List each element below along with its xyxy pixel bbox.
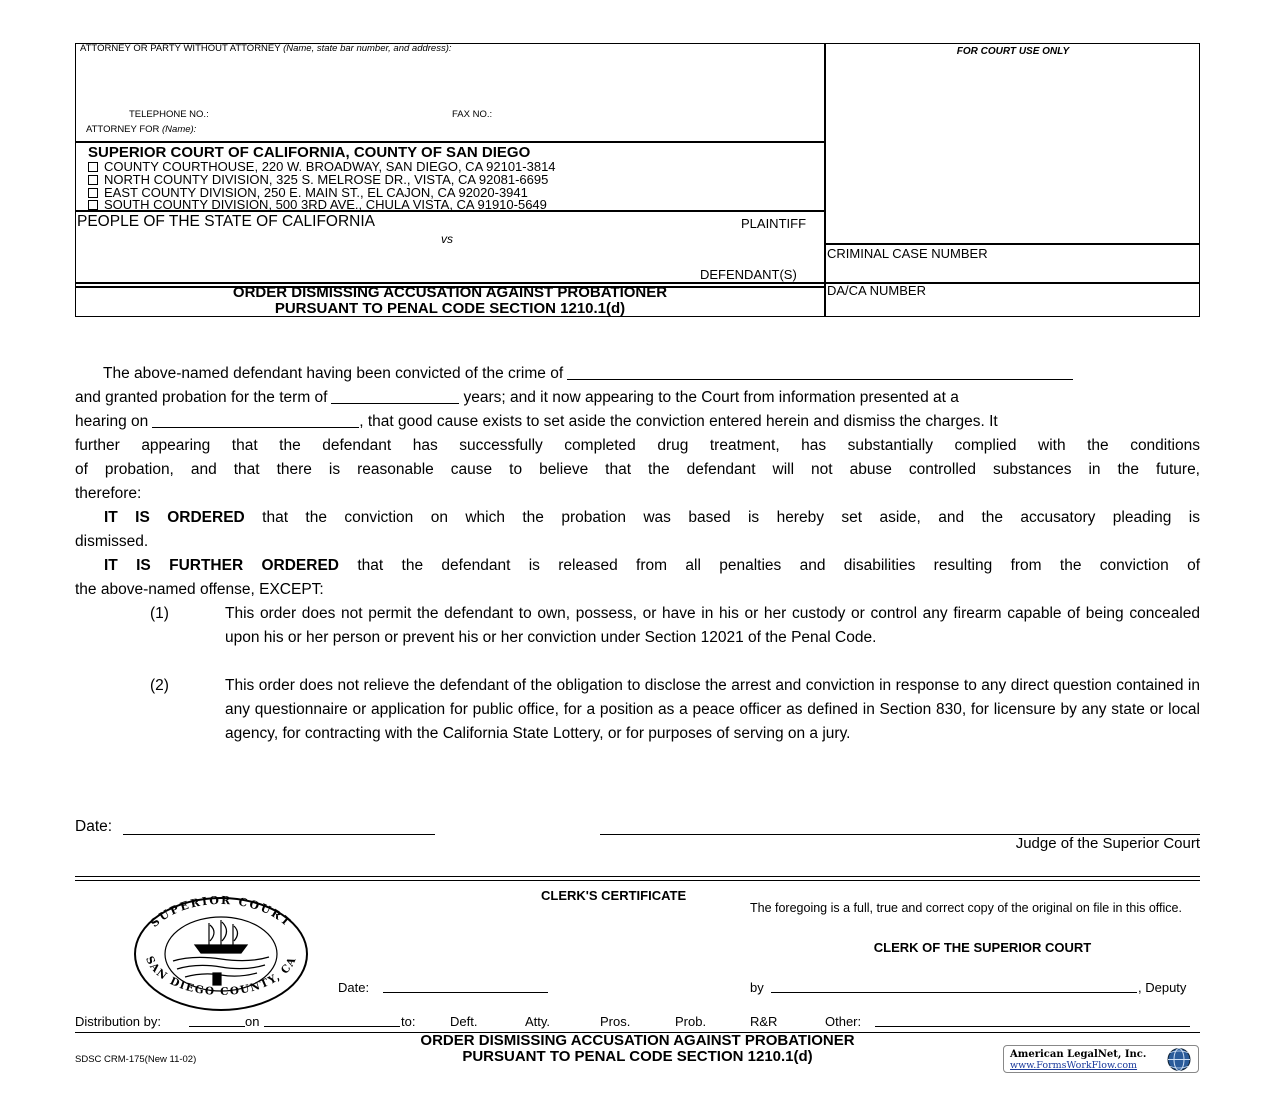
hearing-date-field[interactable]: [152, 410, 359, 428]
court-use-label: FOR COURT USE ONLY: [956, 46, 1070, 57]
versus-label: vs: [441, 232, 453, 246]
rule: [824, 243, 1200, 245]
body-line: and granted probation for the term of years; and it now appearing to the Court from information presented at a: [75, 386, 1200, 410]
dist-option-prob[interactable]: Prob.: [675, 1014, 707, 1029]
fax-label: FAX NO.:: [452, 109, 493, 120]
criminal-case-number-label: CRIMINAL CASE NUMBER: [827, 246, 988, 261]
clerk-date-label: Date:: [338, 980, 370, 995]
location-option[interactable]: COUNTY COURTHOUSE, 220 W. BROADWAY, SAN DIEGO, CA 92101-3814: [88, 160, 556, 173]
exception-item: This order does not permit the defendant to own, possess, or have in his or her custody or control any firearm capable of being concealed upon his or her person or prevent his or her conviction under Section 12021 of the Penal Code.: [225, 605, 1200, 646]
divider: [75, 876, 1200, 877]
checkbox-icon[interactable]: [88, 188, 98, 198]
telephone-label: TELEPHONE NO.:: [129, 109, 209, 120]
defendant-label: DEFENDANT(S): [700, 267, 797, 282]
publisher-name: American LegalNet, Inc.: [1010, 1049, 1147, 1060]
distribution-label: Distribution by:: [75, 1014, 161, 1029]
on-label: on: [245, 1014, 260, 1029]
dist-option-rr[interactable]: R&R: [750, 1014, 778, 1029]
clerk-certificate-title: CLERK'S CERTIFICATE: [541, 888, 687, 903]
publisher-url[interactable]: www.FormsWorkFlow.com: [1010, 1060, 1138, 1071]
publisher-badge[interactable]: [1003, 1045, 1199, 1073]
probation-term-field[interactable]: [331, 386, 459, 404]
daca-number-label: DA/CA NUMBER: [827, 283, 926, 298]
to-label: to:: [401, 1014, 416, 1029]
court-seal-icon: [133, 895, 309, 1013]
other-field[interactable]: [875, 1026, 1190, 1027]
dist-option-atty[interactable]: Atty.: [525, 1014, 551, 1029]
body-line: therefore:: [75, 485, 142, 502]
deputy-label: , Deputy: [1138, 980, 1187, 995]
order-paragraph: IT IS ORDERED that the conviction on which the probation was based is hereby set aside, and the accusatory pleading is: [104, 509, 1200, 526]
location-option[interactable]: SOUTH COUNTY DIVISION, 500 3RD AVE., CHULA VISTA, CA 91910-5649: [88, 198, 547, 211]
body-line: the above-named offense, EXCEPT:: [75, 581, 324, 598]
distribution-by-field[interactable]: [189, 1026, 245, 1027]
item-number: (1): [150, 605, 169, 622]
body-line: hearing on , that good cause exists to set aside the conviction entered herein and dismiss the charges. It: [75, 410, 1200, 434]
location-option[interactable]: EAST COUNTY DIVISION, 250 E. MAIN ST., EL CAJON, CA 92020-3941: [88, 186, 528, 199]
attorney-for-label: ATTORNEY FOR (Name):: [86, 124, 197, 135]
further-order-paragraph: IT IS FURTHER ORDERED that the defendant is released from all penalties and disabilities resulting from the conviction of: [104, 557, 1200, 574]
body-line: The above-named defendant having been convicted of the crime of: [75, 362, 1200, 386]
dist-option-deft[interactable]: Deft.: [450, 1014, 478, 1029]
form-title: ORDER DISMISSING ACCUSATION AGAINST PROBATIONER PURSUANT TO PENAL CODE SECTION 1210.1(d): [232, 284, 668, 317]
divider: [75, 880, 1200, 881]
seal-top-text: SUPERIOR COURT: [147, 895, 295, 930]
judge-label: Judge of the Superior Court: [1015, 835, 1200, 852]
plaintiff-name: PEOPLE OF THE STATE OF CALIFORNIA: [77, 213, 375, 230]
body-line: dismissed.: [75, 533, 149, 550]
dist-option-pros[interactable]: Pros.: [600, 1014, 631, 1029]
date-field[interactable]: [123, 834, 435, 835]
distribution-date-field[interactable]: [264, 1026, 400, 1027]
certification-text: The foregoing is a full, true and correct copy of the original on file in this office.: [750, 901, 1182, 915]
footer-title: ORDER DISMISSING ACCUSATION AGAINST PROBATIONER PURSUANT TO PENAL CODE SECTION 1210.1(d): [420, 1032, 855, 1065]
deputy-signature-field[interactable]: [771, 992, 1137, 993]
crime-field[interactable]: [567, 362, 1073, 380]
form-number: SDSC CRM-175(New 11-02): [75, 1054, 197, 1065]
attorney-label: ATTORNEY OR PARTY WITHOUT ATTORNEY (Name, state bar number, and address):: [80, 43, 452, 54]
body-line: further appearing that the defendant has successfully completed drug treatment, has substantially complied with the conditions: [75, 437, 1200, 454]
item-number: (2): [150, 677, 169, 694]
rule: [75, 141, 825, 143]
checkbox-icon[interactable]: [88, 200, 98, 210]
clerk-title: CLERK OF THE SUPERIOR COURT: [873, 940, 1092, 955]
body-line: of probation, and that there is reasonable cause to believe that the defendant will not abuse controlled substances in the future,: [75, 461, 1200, 478]
caption-divider: [824, 43, 826, 317]
exception-item: This order does not relieve the defendant of the obligation to disclose the arrest and conviction in response to any direct question contained in any questionnaire or application for public office, for a position as a peace officer as defined in Section 830, for licensure by any state or local agency, for contracting with the California State Lottery, or for purposes of serving on a jury.: [225, 677, 1200, 742]
dist-option-other[interactable]: Other:: [825, 1014, 862, 1029]
seal-bottom-text: SAN DIEGO COUNTY, CA: [142, 954, 300, 999]
clerk-date-field[interactable]: [383, 992, 548, 993]
plaintiff-label: PLAINTIFF: [741, 216, 807, 231]
court-name: SUPERIOR COURT OF CALIFORNIA, COUNTY OF SAN DIEGO: [88, 144, 531, 161]
globe-icon: [1164, 1047, 1194, 1072]
checkbox-icon[interactable]: [88, 175, 98, 185]
date-label: Date:: [75, 818, 113, 835]
checkbox-icon[interactable]: [88, 162, 98, 172]
by-label: by: [750, 980, 764, 995]
location-option[interactable]: NORTH COUNTY DIVISION, 325 S. MELROSE DR., VISTA, CA 92081-6695: [88, 173, 548, 186]
